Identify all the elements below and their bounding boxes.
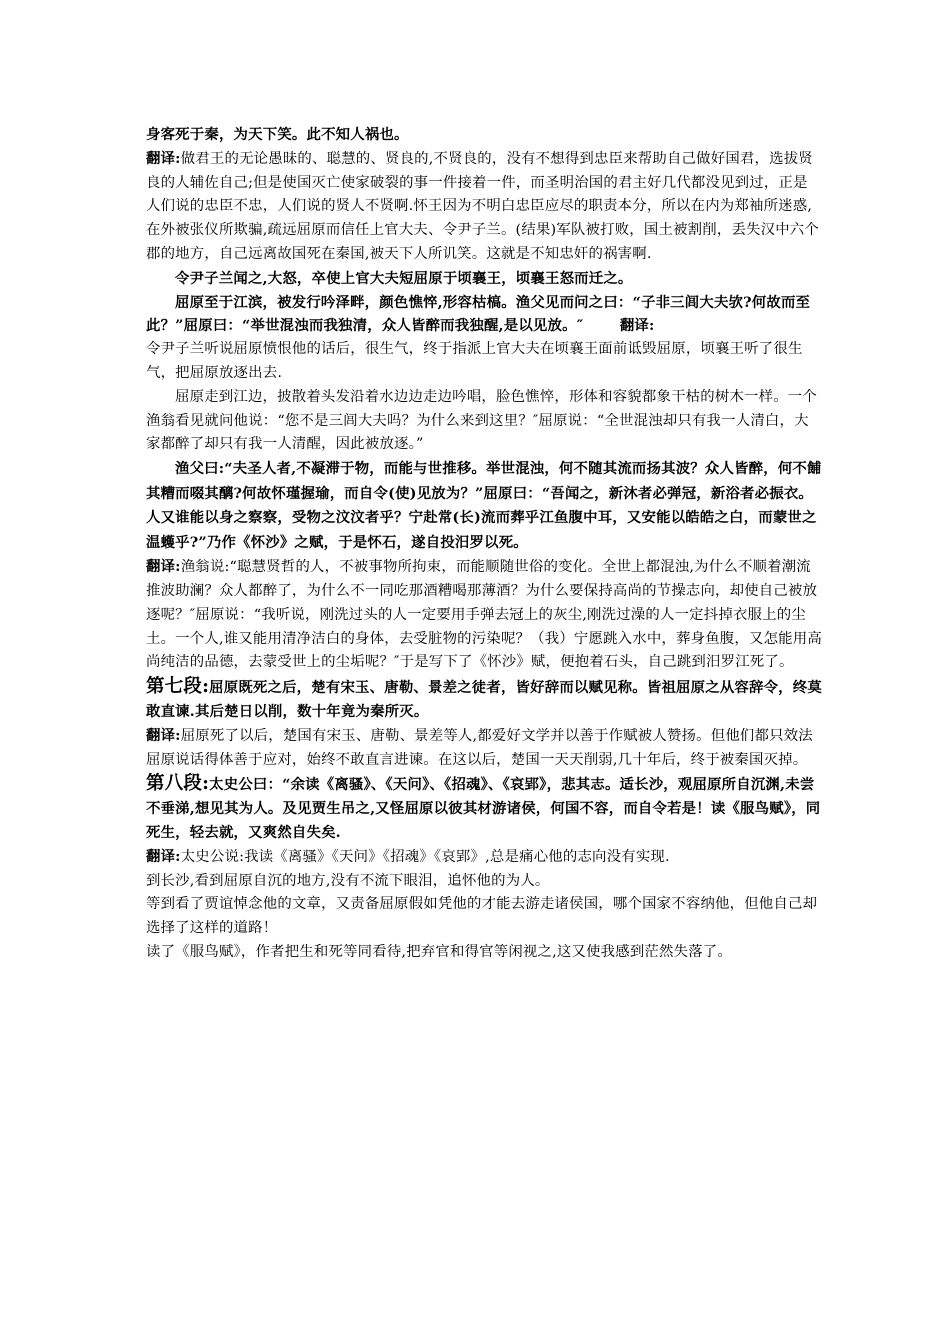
original-text-paragraph (146, 123, 822, 147)
paragraph-text: 读了《服鸟赋》，作者把生和死等同看待,把弃官和得官等闲视之,这又使我感到茫然失落了。 (146, 943, 732, 960)
translation-paragraph (146, 724, 822, 773)
paragraph-text: 渔父曰:“夫圣人者,不凝滞于物，而能与世推移。举世混浊，何不随其流而扬其波？众人皆醉，何不餔其糟而啜其醨?何故怀瑾握瑜，而自令(使)见放为？”屈原曰：“吾闻之，新沐者必弹冠，新浴者必振衣。人又谁能以身之察察，受物之汶汶者乎？宁赴常(长)流而葬乎江鱼腹中耳，又安能以皓皓之白，而蒙世之温蠖乎?”乃作《怀沙》之赋，于是怀石，遂自投汨罗以死。 (146, 460, 822, 551)
paragraph-text: 令尹子兰听说屈原愤恨他的话后，很生气，终于指派上官大夫在顷襄王面前诋毁屈原，顷襄王听了很生气，把屈原放逐出去. (146, 341, 803, 381)
translation-paragraph (146, 845, 822, 870)
translation-paragraph (146, 386, 822, 457)
paragraph-text: 屈原至于江滨，被发行吟泽畔，颜色憔悴,形容枯槁。渔父见而问之曰：“子非三闾大夫欤?何故而至此？”屈原曰：“举世混浊而我独清，众人皆醉而我独醒,是以见放。″ (146, 293, 811, 335)
original-text-paragraph (146, 457, 822, 555)
section-eight-paragraph (146, 772, 822, 844)
translation-label: 翻译: (619, 317, 655, 335)
section-heading: 第七段: (146, 676, 210, 698)
paragraph-text: 太史公曰：“余读《离骚》、《天问》、《招魂》、《哀郢》，悲其志。适长沙，观屈原所自沉渊,未尝不垂涕,想见其为人。及见贾生吊之,又怪屈原以彼其材游诸侯，何国不容，而自令若是！读《服鸟赋》，同死生，轻去就，又爽然自失矣. (146, 776, 821, 841)
paragraph-text: 等到看了贾谊悼念他的文章，又责备屈原假如凭他的才能去游走诸侯国，哪个国家不容纳他，但他自己却选择了这样的道路！ (146, 896, 818, 937)
paragraph-text: 屈原既死之后，楚有宋玉、唐勒、景差之徒者，皆好辞而以赋见称。皆祖屈原之从容辞令，终莫敢直谏.其后楚日以削，数十年竟为秦所灭。 (146, 679, 822, 720)
section-heading: 第八段: (146, 773, 210, 795)
paragraph-text: 屈原走到江边，披散着头发沿着水边边走边吟唱，脸色憔悴，形体和容貌都象干枯的树木一样。一个渔翁看见就问他说：“您不是三闾大夫吗？为什么来到这里？″屈原说：“全世混浊却只有我一人清白，大家都醉了却只有我一人清醒，因此被放逐。” (146, 388, 817, 453)
paragraph-text: 屈原死了以后，楚国有宋玉、唐勒、景差等人,都爱好文学并以善于作赋被人赞扬。但他们都只效法屈原说话得体善于应对，始终不敢直言进谏。在这以后，楚国一天天削弱,几十年后，终于被秦国灭掉。 (146, 727, 813, 768)
translation-paragraph (146, 338, 822, 386)
paragraph-text: 做君王的无论愚昧的、聪慧的、贤良的,不贤良的，没有不想得到忠臣来帮助自己做好国君，选拔贤良的人辅佐自己;但是使国灭亡使家破裂的事一件接着一件，而圣明治国的君主好几代都没见到过，正是人们说的忠臣不忠，人们说的贤人不贤啊.怀王因为不明白忠臣应尽的职责本分，所以在内为郑袖所迷惑,在外被张仪所欺骗,疏远屈原而信任上官大夫、令尹子兰。(结果)军队被打败，国土被割削，丢失汉中六个郡的地方，自己远离故国死在秦国,被天下人所讥笑。这就是不知忠奸的祸害啊. (146, 150, 819, 262)
paragraph-text: 身客死于秦，为天下笑。此不知人祸也。 (146, 126, 409, 143)
translation-paragraph (146, 555, 822, 675)
original-text-paragraph (146, 291, 822, 339)
translation-paragraph (146, 893, 822, 941)
translation-paragraph (146, 870, 822, 894)
translation-label: 翻译: (146, 558, 181, 576)
translation-label: 翻译: (146, 726, 181, 744)
translation-paragraph (146, 147, 822, 267)
translation-paragraph (146, 941, 822, 965)
section-seven-paragraph (146, 675, 822, 724)
paragraph-text: 令尹子兰闻之,大怒，卒使上官大夫短屈原于顷襄王，顷襄王怒而迁之。 (175, 269, 633, 287)
translation-label: 翻译: (146, 149, 181, 167)
original-text-paragraph (146, 267, 822, 291)
paragraph-text: 到长沙,看到屈原自沉的地方,没有不流下眼泪，追怀他的为人。 (146, 872, 550, 889)
document-page (146, 123, 822, 965)
paragraph-text: 太史公说:我读《离骚》《天问》《招魂》《哀郢》,总是痛心他的志向没有实现. (180, 848, 670, 865)
translation-label: 翻译: (146, 847, 181, 865)
paragraph-text: 渔翁说:“聪慧贤哲的人，不被事物所拘束，而能顺随世俗的变化。全世上都混浊,为什么不顺着潮流推波助澜？众人都醉了，为什么不一同吃那酒糟喝那薄酒？为什么要保持高尚的节操志向，却使自己被放逐呢？″屈原说：“我听说，刚洗过头的人一定要用手弹去冠上的灰尘,刚洗过澡的人一定抖掉衣服上的尘土。一个人,谁又能用清净洁白的身体，去受脏物的污染呢？（我）宁愿跳入水中，葬身鱼腹，又怎能用高尚纯洁的品德，去蒙受世上的尘垢呢？″于是写下了《怀沙》赋，便抱着石头，自己跳到汨罗江死了。 (146, 559, 822, 671)
